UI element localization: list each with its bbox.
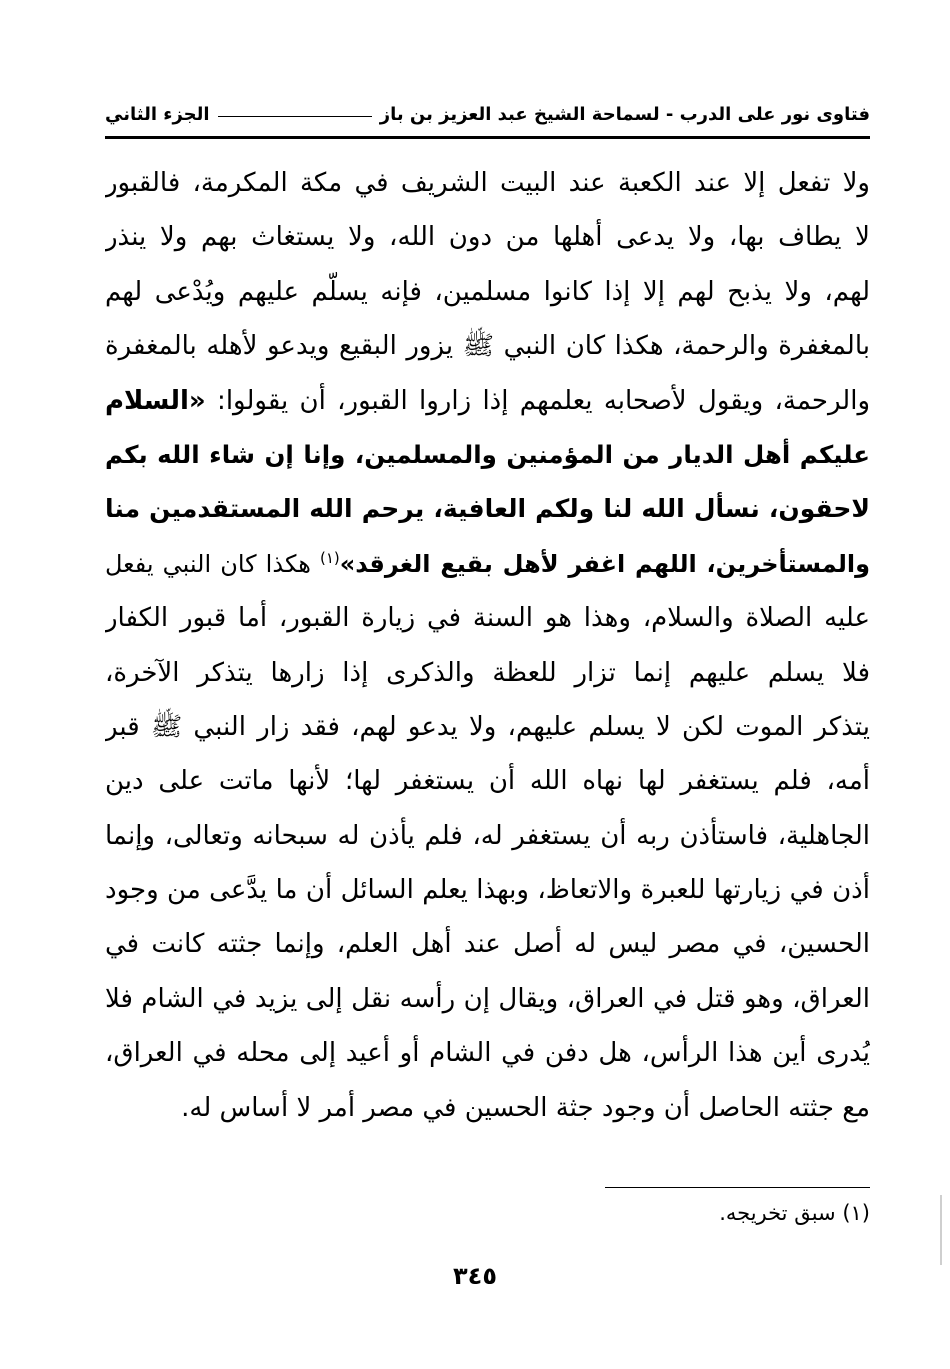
body-line bbox=[105, 265, 870, 319]
body-line bbox=[105, 374, 870, 428]
text-run: فلا يسلم عليهم إنما تزار للعظة والذكرى إذا زارها يتذكر الآخرة، bbox=[105, 657, 870, 688]
body-line bbox=[105, 754, 870, 808]
body-line bbox=[105, 809, 870, 863]
body-text bbox=[105, 156, 870, 1135]
text-run: العراق، وهو قتل في العراق، ويقال إن رأسه نقل إلى يزيد في الشام فلا bbox=[105, 983, 870, 1014]
body-line bbox=[105, 591, 870, 645]
body-line bbox=[105, 210, 870, 264]
body-line bbox=[105, 156, 870, 210]
text-run: يتذكر الموت لكن لا يسلم عليهم، ولا يدعو لهم، فقد زار النبي ﷺ قبر bbox=[105, 711, 870, 742]
book-title: فتاوى نور على الدرب - لسماحة الشيخ عبد العزيز بن باز bbox=[379, 103, 870, 125]
text-run: ولا تفعل إلا عند الكعبة عند البيت الشريف في مكة المكرمة، فالقبور bbox=[105, 168, 870, 198]
hadith-text: والمستأخرين، اللهم اغفر لأهل بقيع الغرقد» bbox=[339, 549, 870, 578]
body-line bbox=[105, 482, 870, 536]
volume-label: الجزء الثاني bbox=[105, 103, 210, 125]
body-line bbox=[105, 1081, 870, 1135]
body-line bbox=[105, 319, 870, 373]
text-run: بالمغفرة والرحمة، هكذا كان النبي ﷺ يزور البقيع ويدعو لأهله بالمغفرة bbox=[105, 331, 870, 362]
hadith-text: «السلام bbox=[105, 385, 206, 416]
body-line bbox=[105, 537, 870, 591]
body-line bbox=[105, 700, 870, 754]
footnote-reference: (١) bbox=[319, 548, 340, 567]
running-header bbox=[105, 92, 870, 139]
text-run: أذن في زيارتها للعبرة والاتعاظ، وبهذا يعلم السائل أن ما يدَّعى من وجود bbox=[105, 875, 870, 906]
hadith-text: عليكم أهل الديار من المؤمنين والمسلمين، وإنا إن شاء الله بكم bbox=[105, 439, 870, 469]
body-line bbox=[105, 1026, 870, 1080]
scan-edge-mark bbox=[940, 1195, 942, 1265]
body-line bbox=[105, 646, 870, 700]
body-line bbox=[105, 972, 870, 1026]
footnote-separator bbox=[605, 1187, 870, 1188]
text-run: لهم، ولا يذبح لهم إلا إذا كانوا مسلمين، فإنه يسلّم عليهم ويُدْعى لهم bbox=[105, 276, 870, 307]
header-dash-rule bbox=[218, 116, 372, 117]
text-run: أمه، فلم يستغفر لها نهاه الله أن يستغفر لها؛ لأنها ماتت على دين bbox=[105, 766, 870, 797]
body-line bbox=[105, 917, 870, 971]
hadith-text: لاحقون، نسأل الله لنا ولكم العافية، يرحم الله المستقدمين منا bbox=[105, 494, 870, 524]
text-run: الحسين، في مصر ليس له أصل عند أهل العلم، وإنما جثته كانت في bbox=[105, 929, 870, 960]
page-number: ٣٤٥ bbox=[453, 1262, 497, 1290]
text-run: مع جثته الحاصل أن وجود جثة الحسين في مصر أمر لا أساس له. bbox=[181, 1092, 870, 1123]
text-run: هكذا كان النبي يفعل bbox=[105, 549, 320, 578]
text-run: الجاهلية، فاستأذن ربه أن يستغفر له، فلم يأذن له سبحانه وتعالى، وإنما bbox=[105, 820, 870, 851]
text-run: يُدرى أين هذا الرأس، هل دفن في الشام أو أعيد إلى محله في العراق، bbox=[105, 1038, 870, 1069]
body-line bbox=[105, 863, 870, 917]
text-run: عليه الصلاة والسلام، وهذا هو السنة في زيارة القبور، أما قبور الكفار bbox=[105, 603, 870, 634]
footnote: (١) سبق تخريجه. bbox=[719, 1201, 870, 1225]
text-run: والرحمة، ويقول لأصحابه يعلمهم إذا زاروا القبور، أن يقولوا: bbox=[205, 385, 870, 416]
text-run: لا يطاف بها، ولا يدعى أهلها من دون الله، ولا يستغاث بهم ولا ينذر bbox=[105, 222, 870, 253]
body-line bbox=[105, 428, 870, 482]
